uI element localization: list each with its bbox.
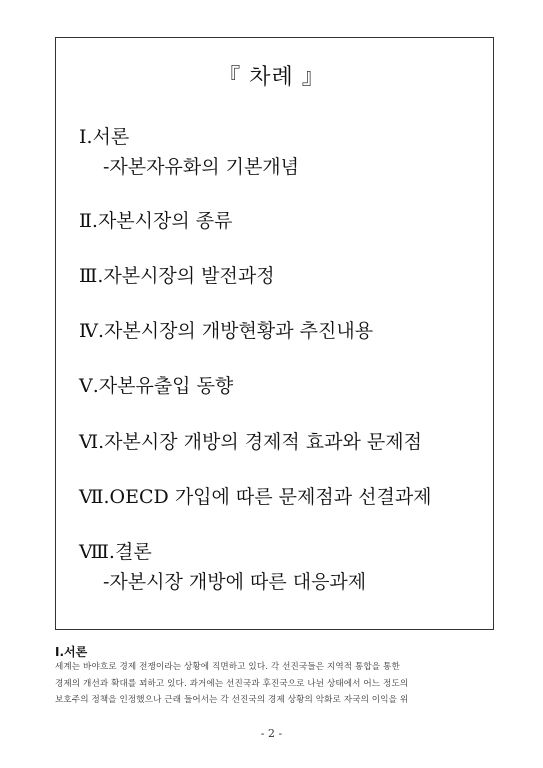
- body-line: 경제의 개선과 확대를 꾀하고 있다. 과거에는 선진국과 후진국으로 나뉜 상태에서 어느 정도의: [55, 678, 409, 689]
- toc-subitem-8: -자본시장 개방에 따른 대응과제: [103, 571, 367, 593]
- body-line: 세계는 바야흐로 경제 전쟁이라는 상황에 직면하고 있다. 각 선진국들은 지역적 통합을 통한: [55, 662, 400, 672]
- toc-item-7: Ⅶ.OECD 가입에 따른 문제점과 선결과제: [79, 486, 432, 508]
- toc-subitem-1: -자본자유화의 기본개념: [103, 156, 299, 178]
- section-body: [55, 659, 492, 709]
- section-heading: Ⅰ.서론: [55, 645, 88, 659]
- toc-title: 『 차례 』: [218, 65, 325, 90]
- toc-item-8: Ⅷ.결론: [79, 541, 152, 563]
- toc-item-5: Ⅴ.자본유출입 동향: [79, 375, 234, 397]
- page-number: - 2 -: [260, 727, 283, 740]
- body-line: 보호주의 정책을 인정했으나 근래 들어서는 각 선진국의 경제 상황의 악화로 자국의 이익을 위: [55, 695, 409, 705]
- toc-item-1: Ⅰ.서론: [79, 126, 130, 148]
- toc-item-6: Ⅵ.자본시장 개방의 경제적 효과와 문제점: [79, 431, 422, 453]
- toc-item-3: Ⅲ.자본시장의 발전과정: [79, 265, 275, 287]
- toc-item-2: Ⅱ.자본시장의 종류: [79, 210, 233, 232]
- toc-item-4: Ⅳ.자본시장의 개방현황과 추진내용: [79, 320, 374, 342]
